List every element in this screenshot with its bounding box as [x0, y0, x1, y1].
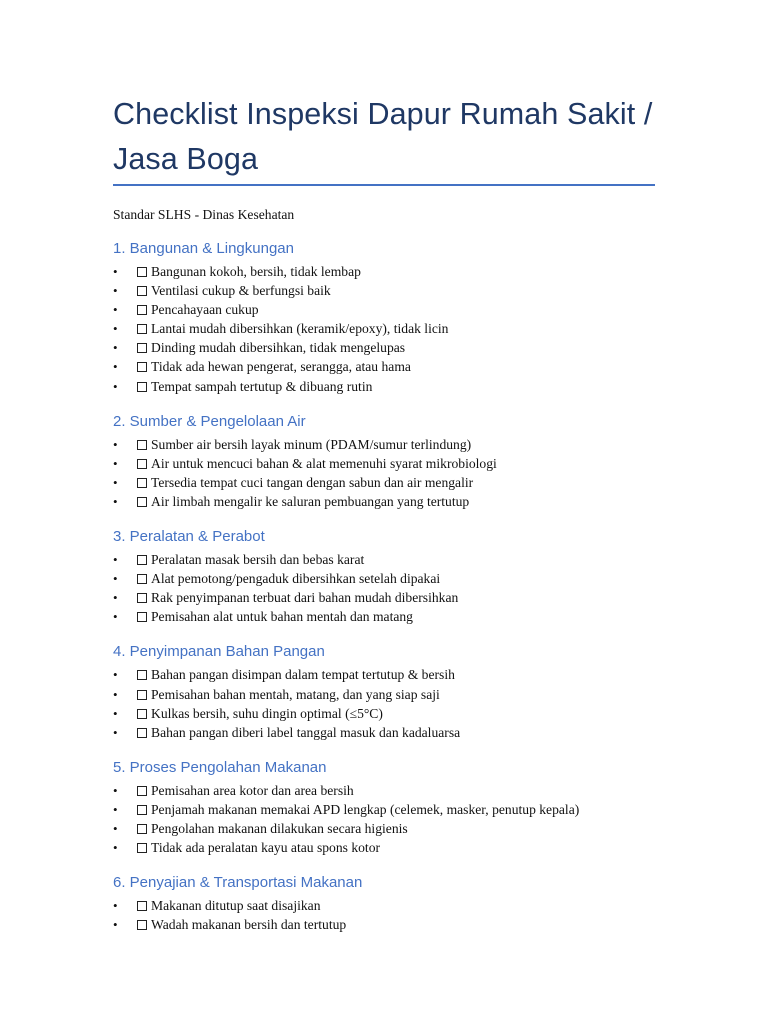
checklist-item-text: Bahan pangan diberi label tanggal masuk dan kadaluarsa	[151, 724, 461, 740]
checklist-items	[113, 896, 655, 934]
checklist-item	[113, 262, 655, 281]
checklist-item	[113, 685, 655, 704]
checkbox-icon	[137, 459, 147, 469]
checklist-item-text: Lantai mudah dibersihkan (keramik/epoxy), tidak licin	[151, 321, 449, 337]
checklist-item-text: Tidak ada hewan pengerat, serangga, atau hama	[151, 359, 411, 375]
checklist-item	[113, 896, 655, 915]
bullet-icon: •	[113, 667, 118, 683]
checkbox-icon	[137, 497, 147, 507]
checklist-item	[113, 588, 655, 607]
checklist-item-text: Bahan pangan disimpan dalam tempat tertutup & bersih	[151, 667, 455, 683]
checkbox-icon	[137, 324, 147, 334]
bullet-icon: •	[113, 455, 118, 471]
checklist-item	[113, 492, 655, 511]
checklist-item	[113, 704, 655, 723]
checkbox-icon	[137, 478, 147, 488]
checklist-item	[113, 435, 655, 454]
checklist-item	[113, 915, 655, 934]
checklist-item-text: Sumber air bersih layak minum (PDAM/sumur terlindung)	[151, 436, 472, 452]
checkbox-icon	[137, 593, 147, 603]
checklist-item-text: Rak penyimpanan terbuat dari bahan mudah dibersihkan	[151, 590, 459, 606]
checklist-item	[113, 819, 655, 838]
bullet-icon: •	[113, 264, 118, 279]
bullet-icon: •	[113, 321, 118, 337]
checkbox-icon	[137, 555, 147, 565]
checkbox-icon	[137, 382, 147, 392]
checklist-item-text: Penjamah makanan memakai APD lengkap (celemek, masker, penutup kepala)	[151, 801, 580, 817]
document-title: Checklist Inspeksi Dapur Rumah Sakit / Jasa Boga	[113, 97, 653, 176]
checklist-item	[113, 665, 655, 684]
bullet-icon: •	[113, 436, 118, 452]
checklist-item-text: Alat pemotong/pengaduk dibersihkan setelah dipakai	[151, 571, 441, 587]
checklist-item-text: Wadah makanan bersih dan tertutup	[151, 917, 347, 933]
checklist-item-text: Air untuk mencuci bahan & alat memenuhi syarat mikrobiologi	[151, 455, 497, 471]
checklist-item-text: Pemisahan alat untuk bahan mentah dan matang	[151, 609, 413, 625]
bullet-icon: •	[113, 724, 118, 740]
checklist-item	[113, 357, 655, 376]
checklist-item	[113, 607, 655, 626]
checklist-item	[113, 723, 655, 742]
bullet-icon: •	[113, 705, 118, 721]
checklist-section	[113, 527, 655, 626]
checklist-item-text: Pemisahan bahan mentah, matang, dan yang siap saji	[151, 686, 440, 702]
bullet-icon: •	[113, 378, 118, 394]
checklist-item	[113, 281, 655, 300]
checkbox-icon	[137, 343, 147, 353]
checklist-item-text: Peralatan masak bersih dan bebas karat	[151, 552, 365, 568]
checklist-item	[113, 781, 655, 800]
checklist-items	[113, 435, 655, 511]
checkbox-icon	[137, 901, 147, 911]
checkbox-icon	[137, 362, 147, 372]
checklist-items	[113, 781, 655, 857]
checkbox-icon	[137, 612, 147, 622]
bullet-icon: •	[113, 820, 118, 836]
bullet-icon: •	[113, 898, 118, 914]
checkbox-icon	[137, 267, 147, 277]
checklist-item	[113, 454, 655, 473]
checklist-item-text: Pemisahan area kotor dan area bersih	[151, 782, 354, 798]
bullet-icon: •	[113, 359, 118, 375]
checkbox-icon	[137, 843, 147, 853]
checklist-item-text: Tersedia tempat cuci tangan dengan sabun dan air mengalir	[151, 474, 474, 490]
checklist-item-text: Makanan ditutup saat disajikan	[151, 898, 321, 914]
checklist-item	[113, 300, 655, 319]
checkbox-icon	[137, 786, 147, 796]
checklist-item	[113, 319, 655, 338]
checkbox-icon	[137, 286, 147, 296]
section-heading: 2. Sumber & Pengelolaan Air	[113, 412, 306, 430]
checkbox-icon	[137, 920, 147, 930]
checklist-item-text: Dinding mudah dibersihkan, tidak mengelupas	[151, 340, 406, 356]
checkbox-icon	[137, 440, 147, 450]
checklist-item	[113, 338, 655, 357]
checklist-item	[113, 569, 655, 588]
bullet-icon: •	[113, 590, 118, 606]
checklist-item	[113, 377, 655, 396]
checkbox-icon	[137, 805, 147, 815]
bullet-icon: •	[113, 917, 118, 933]
checklist-section	[113, 412, 655, 511]
checkbox-icon	[137, 574, 147, 584]
checklist-items	[113, 665, 655, 741]
checkbox-icon	[137, 670, 147, 680]
checklist-section	[113, 239, 655, 396]
checkbox-icon	[137, 728, 147, 738]
section-heading: 5. Proses Pengolahan Makanan	[113, 758, 327, 776]
section-heading: 1. Bangunan & Lingkungan	[113, 240, 294, 257]
checklist-item	[113, 473, 655, 492]
bullet-icon: •	[113, 609, 118, 625]
checkbox-icon	[137, 709, 147, 719]
checklist-item-text: Pencahayaan cukup	[151, 302, 259, 318]
checkbox-icon	[137, 305, 147, 315]
bullet-icon: •	[113, 302, 118, 318]
bullet-icon: •	[113, 801, 118, 817]
checklist-item-text: Bangunan kokoh, bersih, tidak lembap	[151, 264, 361, 279]
checklist-item-text: Ventilasi cukup & berfungsi baik	[151, 283, 331, 299]
checklist-item-text: Tidak ada peralatan kayu atau spons kotor	[151, 840, 381, 856]
checklist-items	[113, 262, 655, 396]
checkbox-icon	[137, 824, 147, 834]
checklist-section	[113, 642, 655, 741]
checklist-item	[113, 800, 655, 819]
bullet-icon: •	[113, 552, 118, 568]
checklist-items	[113, 550, 655, 626]
bullet-icon: •	[113, 782, 118, 798]
bullet-icon: •	[113, 686, 118, 702]
checklist-item-text: Air limbah mengalir ke saluran pembuangan yang tertutup	[151, 493, 470, 509]
bullet-icon: •	[113, 840, 118, 856]
section-heading: 3. Peralatan & Perabot	[113, 528, 265, 546]
document-page	[113, 92, 655, 934]
checklist-section	[113, 873, 655, 934]
bullet-icon: •	[113, 493, 118, 509]
checkbox-icon	[137, 690, 147, 700]
checklist-item	[113, 550, 655, 569]
section-heading: 4. Penyimpanan Bahan Pangan	[113, 643, 325, 661]
checklist-item-text: Pengolahan makanan dilakukan secara higienis	[151, 820, 408, 836]
checklist-item-text: Tempat sampah tertutup & dibuang rutin	[151, 378, 373, 394]
checklist-section	[113, 758, 655, 857]
bullet-icon: •	[113, 571, 118, 587]
section-heading: 6. Penyajian & Transportasi Makanan	[113, 874, 363, 892]
checklist-item-text: Kulkas bersih, suhu dingin optimal (≤5°C)	[151, 705, 383, 721]
checklist-item	[113, 838, 655, 857]
bullet-icon: •	[113, 340, 118, 356]
title-underline	[113, 184, 655, 186]
checklist-sections	[113, 239, 655, 934]
bullet-icon: •	[113, 283, 118, 299]
document-subtitle: Standar SLHS - Dinas Kesehatan	[113, 207, 295, 222]
bullet-icon: •	[113, 474, 118, 490]
